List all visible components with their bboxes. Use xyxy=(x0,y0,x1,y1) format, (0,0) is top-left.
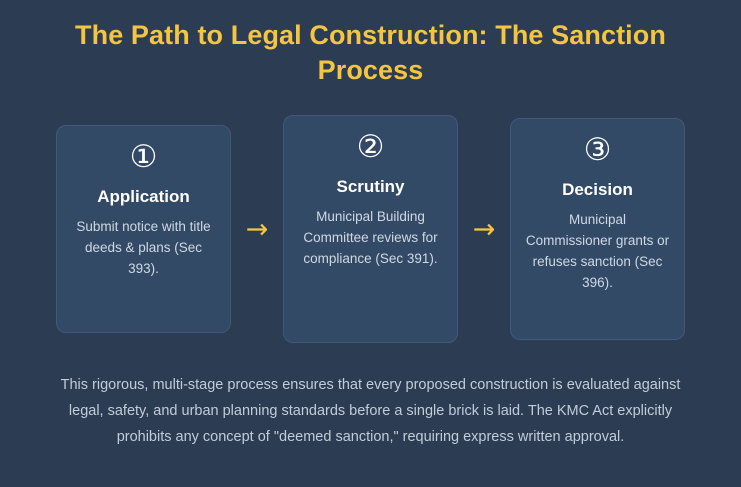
step-card-scrutiny xyxy=(283,115,458,343)
step-card-decision xyxy=(510,118,685,340)
step-number-icon: ① xyxy=(129,139,158,176)
step-title: Decision xyxy=(562,180,633,200)
step-card-application xyxy=(56,125,231,333)
arrow-right-icon: → xyxy=(245,213,269,245)
page-title: The Path to Legal Construction: The Sanction Process xyxy=(75,20,666,85)
step-description: Municipal Commissioner grants or refuses sanction (Sec 396). xyxy=(525,212,670,290)
step-title: Application xyxy=(97,187,190,207)
process-steps xyxy=(56,115,685,343)
summary-text: This rigorous, multi-stage process ensures that every proposed construction is evaluated against legal, safety, and urban planning standards before a single brick is laid. The KMC Act explicitly prohibits any concept of "deemed sanction," requiring express written approval. xyxy=(60,377,681,445)
step-title: Scrutiny xyxy=(336,177,405,197)
arrow-right-icon: → xyxy=(472,213,496,245)
step-description: Submit notice with title deeds & plans (Sec 393). xyxy=(76,219,211,276)
step-number-icon: ② xyxy=(356,129,385,166)
step-number-icon: ③ xyxy=(583,132,612,169)
step-description: Municipal Building Committee reviews for compliance (Sec 391). xyxy=(303,209,438,266)
